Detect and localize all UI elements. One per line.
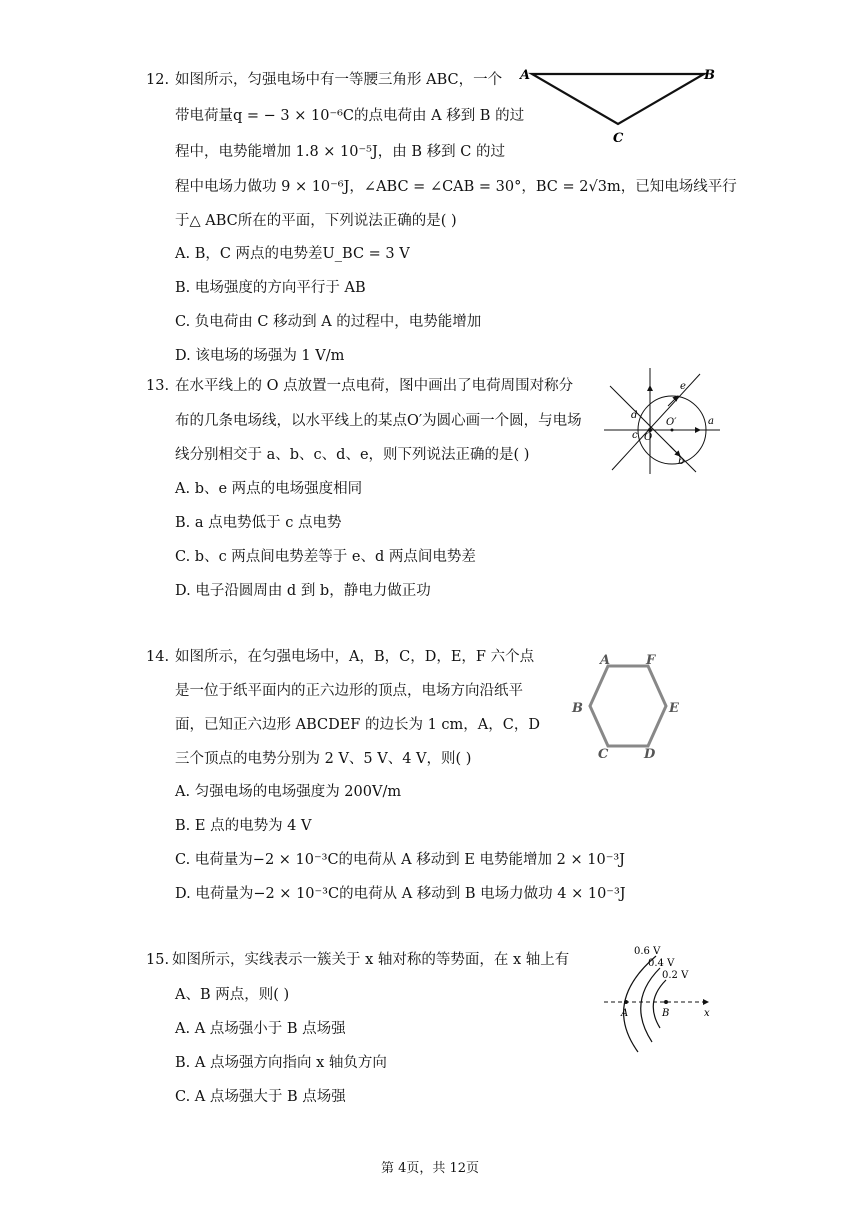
question-stem-line: 如图所示，实线表示一簇关于 x 轴对称的等势面，在 x 轴上有: [172, 952, 570, 968]
option-d: D. 电子沿圆周由 d 到 b，静电力做正功: [175, 583, 431, 599]
vertex-label: A: [520, 68, 531, 83]
question-stem-line: 如图所示，匀强电场中有一等腰三角形 ABC，一个: [175, 72, 503, 88]
question-stem-line: 如图所示，在匀强电场中，A，B，C，D，E，F 六个点: [175, 649, 535, 665]
option-b: B. A 点场强方向指向 x 轴负方向: [175, 1055, 387, 1071]
option-c: C. 负电荷由 C 移动到 A 的过程中，电势能增加: [175, 314, 482, 330]
point-label: e: [680, 381, 686, 392]
potential-label: 0.4 V: [648, 958, 675, 969]
hexagon-figure: [566, 650, 686, 762]
vertex-label: B: [704, 68, 715, 83]
equipotential-figure: [600, 940, 720, 1056]
option-a: A. A 点场强小于 B 点场强: [175, 1021, 346, 1037]
question-number: 12.: [146, 72, 170, 88]
triangle-figure: [518, 62, 718, 152]
option-b: B. 电场强度的方向平行于 AB: [175, 280, 366, 296]
option-a: A. b、e 两点的电场强度相同: [175, 481, 363, 497]
axis-label: x: [704, 1008, 710, 1019]
question-stem-line: 布的几条电场线，以水平线上的某点O′为圆心画一个圆，与电场: [175, 413, 582, 429]
point-label: O′: [666, 417, 677, 428]
question-stem-line: 三个顶点的电势分别为 2 V、5 V、4 V，则( ): [175, 751, 472, 767]
option-a: A. B，C 两点的电势差U_BC = 3 V: [175, 246, 410, 262]
point-label: A: [621, 1008, 629, 1019]
option-b: B. E 点的电势为 4 V: [175, 818, 312, 834]
point-label: d: [631, 410, 638, 421]
option-c: C. b、c 两点间电势差等于 e、d 两点间电势差: [175, 549, 476, 565]
question-stem-line: A、B 两点，则( ): [175, 987, 290, 1003]
point-label: b: [678, 456, 685, 467]
point-label: a: [708, 416, 714, 427]
option-c: C. A 点场强大于 B 点场强: [175, 1089, 346, 1105]
point-label: O: [644, 432, 653, 443]
question-number: 14.: [146, 649, 170, 665]
potential-label: 0.6 V: [634, 946, 661, 957]
point-label: B: [662, 1008, 670, 1019]
vertex-label: B: [572, 701, 583, 716]
vertex-label: A: [600, 653, 611, 668]
vertex-label: D: [644, 747, 656, 762]
vertex-label: C: [613, 131, 624, 146]
question-number: 15.: [146, 952, 170, 968]
option-b: B. a 点电势低于 c 点电势: [175, 515, 342, 531]
option-d: D. 该电场的场强为 1 V/m: [175, 348, 345, 364]
option-a: A. 匀强电场的电场强度为 200V/m: [175, 784, 402, 800]
option-c: C. 电荷量为−2 × 10⁻³C的电荷从 A 移动到 E 电势能增加 2 × 10⁻³J: [175, 852, 625, 868]
vertex-label: C: [598, 747, 609, 762]
vertex-label: F: [646, 653, 656, 668]
question-stem-line: 于△ ABC所在的平面，下列说法正确的是( ): [175, 213, 457, 229]
question-stem-line: 面，已知正六边形 ABCDEF 的边长为 1 cm，A，C，D: [175, 717, 540, 733]
question-stem-line: 在水平线上的 O 点放置一点电荷，图中画出了电荷周围对称分: [175, 378, 574, 394]
page-footer: 第 4页，共 12页: [380, 1161, 480, 1176]
question-number: 13.: [146, 378, 170, 394]
option-d: D. 电荷量为−2 × 10⁻³C的电荷从 A 移动到 B 电场力做功 4 × 10⁻³J: [175, 886, 626, 902]
question-stem-line: 线分别相交于 a、b、c、d、e，则下列说法正确的是( ): [175, 447, 530, 463]
field-lines-figure: [604, 366, 720, 476]
vertex-label: E: [669, 701, 679, 716]
question-stem-line: 程中电场力做功 9 × 10⁻⁶J，∠ABC = ∠CAB = 30°，BC = 2√3m，已知电场线平行: [175, 179, 737, 195]
potential-label: 0.2 V: [662, 970, 689, 981]
point-label: c: [632, 430, 638, 441]
question-stem-line: 带电荷量q = − 3 × 10⁻⁶C的点电荷由 A 移到 B 的过: [175, 108, 525, 124]
question-stem-line: 是一位于纸平面内的正六边形的顶点，电场方向沿纸平: [175, 683, 523, 699]
question-stem-line: 程中，电势能增加 1.8 × 10⁻⁵J，由 B 移到 C 的过: [175, 144, 505, 160]
